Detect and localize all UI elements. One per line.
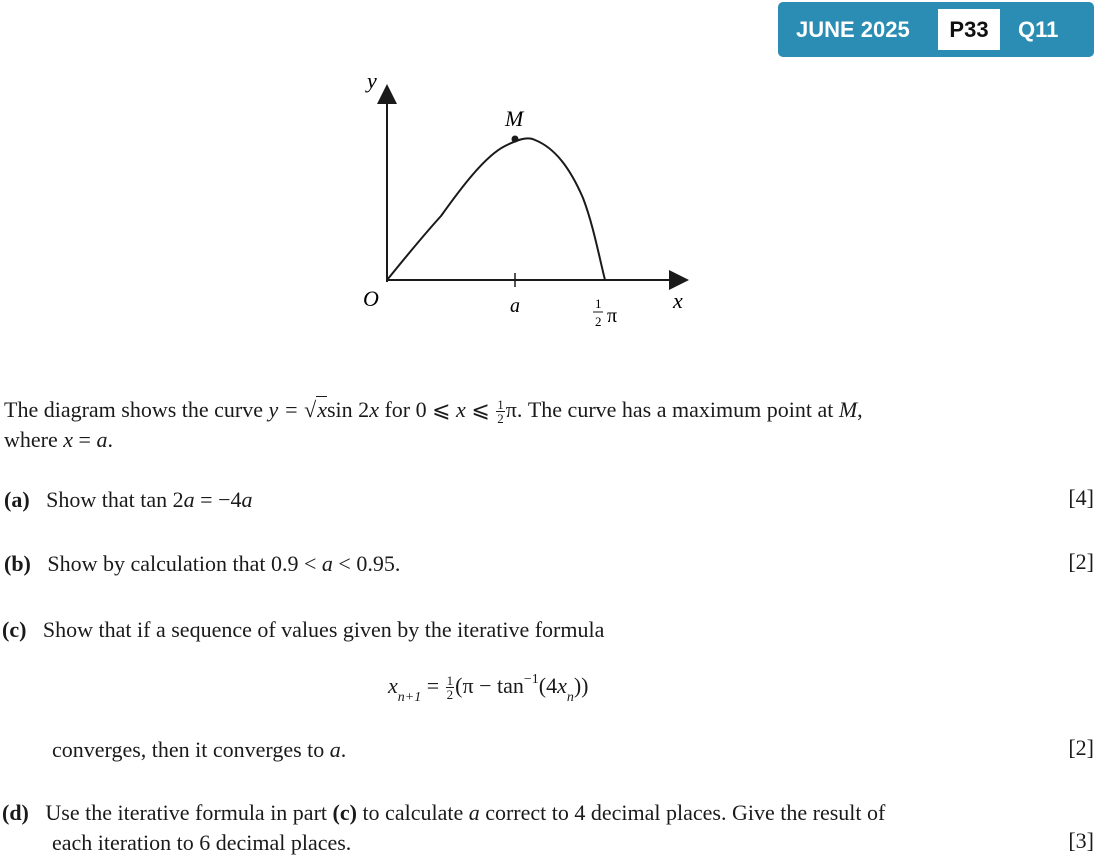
intro-line-1: The diagram shows the curve y = √xsin 2x for 0 ⩽ x ⩽ $\frac{1}{2}$ π. The curve has a maximum point at M, [4, 397, 863, 427]
part-b-marks: [2] [1068, 549, 1094, 574]
part-c-label: (c) [2, 617, 27, 642]
maximum-point [512, 136, 519, 143]
tick-half-den: 2 [595, 314, 602, 329]
part-b: (b) Show by calculation that 0.9 < a < 0.95. [4, 551, 401, 576]
question-badge [778, 2, 1094, 57]
max-point-label: M [505, 106, 524, 131]
iterative-formula: $x_{n+1}$ = $\frac{1}{2}$ $(\pi - \tan^{-1}(4x_n))$ [388, 672, 589, 705]
y-axis-label: y [367, 68, 377, 93]
exam-date: JUNE 2025 [796, 16, 910, 42]
part-a-marks: [4] [1068, 485, 1094, 510]
x-axis-label: x [673, 288, 683, 313]
curve [387, 138, 605, 280]
part-a-label: (a) [4, 487, 30, 512]
paper-code: P33 [938, 9, 1000, 50]
part-c-marks: [2] [1068, 735, 1094, 760]
question-number: Q11 [1018, 16, 1059, 42]
part-c: (c) Show that if a sequence of values given by the iterative formula [2, 617, 605, 642]
part-d-label: (d) [2, 800, 29, 825]
tick-half-num: 1 [595, 296, 602, 311]
tick-a-label: a [510, 295, 520, 317]
part-d-marks: [3] [1068, 828, 1094, 853]
tick-pi: π [607, 305, 618, 327]
part-c-conclusion: converges, then it converges to a. [52, 737, 347, 762]
part-d-line-2: each iteration to 6 decimal places. [52, 830, 352, 855]
part-a: (a) Show that tan 2a = −4a [4, 487, 253, 512]
origin-label: O [363, 286, 379, 311]
part-b-label: (b) [4, 551, 31, 576]
part-d: (d) Use the iterative formula in part (c) to calculate a correct to 4 decimal places. Give the result of [2, 800, 886, 825]
curve-diagram [355, 68, 705, 348]
intro-line-2: where x = a. [4, 427, 113, 452]
